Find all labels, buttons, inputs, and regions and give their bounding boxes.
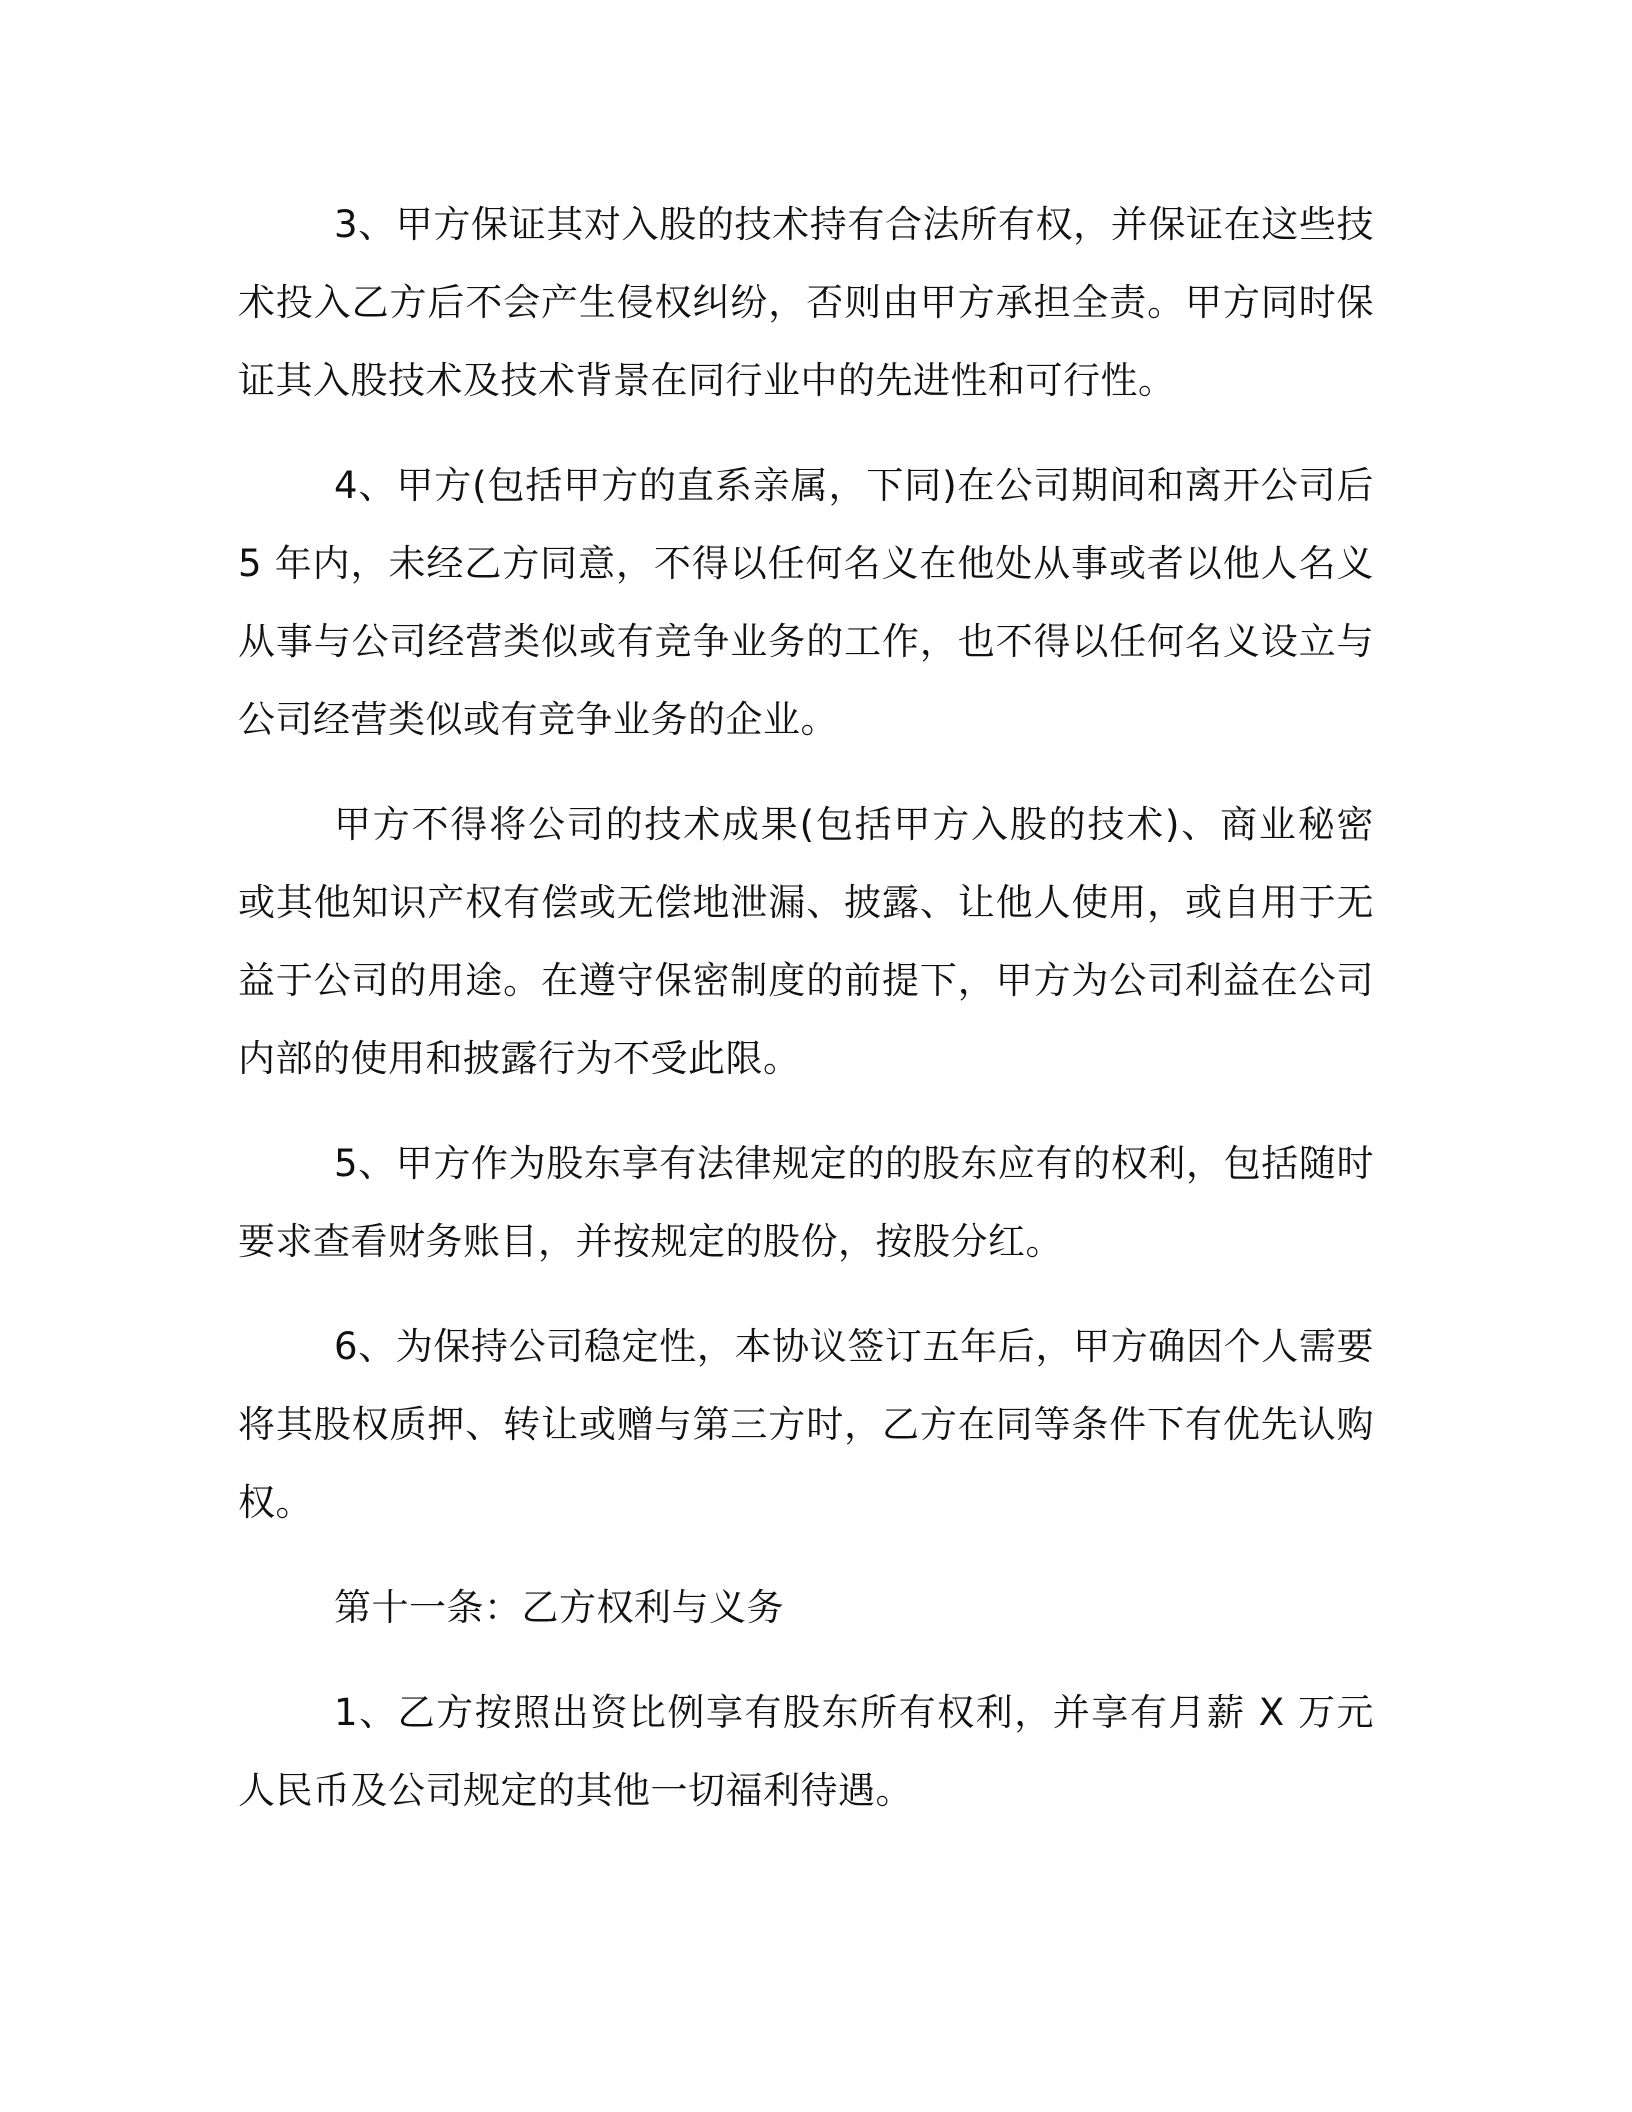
paragraph-party-b-clause-1: 1、乙方按照出资比例享有股东所有权利，并享有月薪 X 万元人民币及公司规定的其他一切福利待遇。	[238, 1691, 1374, 1812]
document-body	[238, 186, 1374, 1857]
article-heading: 第十一条：乙方权利与义务	[334, 1586, 784, 1629]
paragraph-clause-5: 5、甲方作为股东享有法律规定的的股东应有的权利，包括随时要求查看财务账目，并按规定的股份，按股分红。	[238, 1142, 1374, 1263]
paragraph-clause-6: 6、为保持公司稳定性，本协议签订五年后，甲方确因个人需要将其股权质押、转让或赠与第三方时，乙方在同等条件下有优先认购权。	[238, 1325, 1374, 1524]
paragraph-confidentiality: 甲方不得将公司的技术成果(包括甲方入股的技术)、商业秘密或其他知识产权有偿或无偿地泄漏、披露、让他人使用，或自用于无益于公司的用途。在遵守保密制度的前提下，甲方为公司利益在公司内部的使用和披露行为不受此限。	[238, 803, 1374, 1080]
paragraph-clause-3: 3、甲方保证其对入股的技术持有合法所有权，并保证在这些技术投入乙方后不会产生侵权纠纷，否则由甲方承担全责。甲方同时保证其入股技术及技术背景在同行业中的先进性和可行性。	[238, 203, 1374, 402]
paragraph-clause-4: 4、甲方(包括甲方的直系亲属，下同)在公司期间和离开公司后 5 年内，未经乙方同意，不得以任何名义在他处从事或者以他人名义从事与公司经营类似或有竞争业务的工作，也不得以任何名义设立与公司经营类似或有竞争业务的企业。	[238, 464, 1374, 741]
